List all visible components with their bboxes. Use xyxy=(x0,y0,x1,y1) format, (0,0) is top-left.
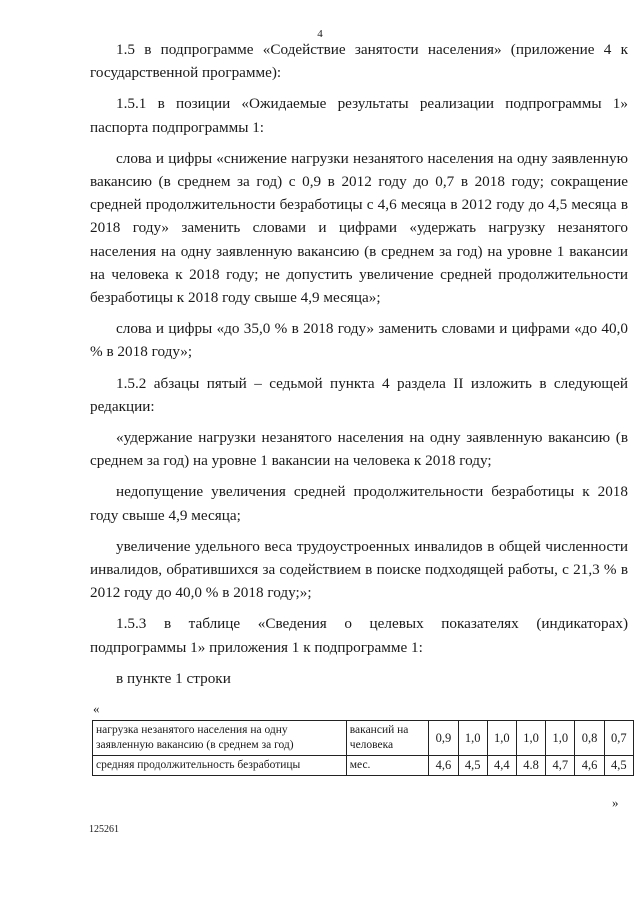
indicator-value: 1,0 xyxy=(516,721,545,756)
document-body xyxy=(90,38,628,698)
paragraph: в пункте 1 строки xyxy=(116,669,231,687)
paragraph: 1.5 в подпрограмме «Содействие занятости населения» (приложение 4 к государственной программе): xyxy=(90,41,628,82)
paragraph: слова и цифры «снижение нагрузки незанятого населения на одну заявленную вакансию (в среднем за год) с 0,9 в 2012 году до 0,7 в 2018 году; сокращение средней продолжительности безработицы с 4,6 месяца в 2012 году до 4,5 месяца в 2018 году» заменить словами и цифрами «удержать нагрузку незанятого населения на одну заявленную вакансию (в среднем за год) на уровне 1 вакансии на человека к 2018 году; не допустить увеличение средней продолжительности безработицы к 2018 году свыше 4,9 месяца»; xyxy=(90,149,628,307)
indicator-value: 4,6 xyxy=(575,756,604,776)
indicator-value: 4,5 xyxy=(458,756,487,776)
paragraph: 1.5.2 абзацы пятый – седьмой пункта 4 раздела II изложить в следующей редакции: xyxy=(90,374,628,415)
paragraph: «удержание нагрузки незанятого населения на одну заявленную вакансию (в среднем за год) на уровне 1 вакансии на человека к 2018 году; xyxy=(90,429,628,470)
indicator-name: средняя продолжительность безработицы xyxy=(93,756,347,776)
indicator-name: нагрузка незанятого населения на одну заявленную вакансию (в среднем за год) xyxy=(93,721,347,756)
indicator-value: 4,5 xyxy=(604,756,633,776)
indicator-value: 1,0 xyxy=(458,721,487,756)
quote-close: » xyxy=(612,795,619,810)
indicator-value: 4,4 xyxy=(487,756,516,776)
table-row xyxy=(93,721,634,756)
paragraph: недопущение увеличения средней продолжительности безработицы к 2018 году свыше 4,9 месяца; xyxy=(90,483,628,524)
indicator-unit: мес. xyxy=(346,756,429,776)
indicator-value: 0,9 xyxy=(429,721,458,756)
quote-open: « xyxy=(93,701,100,716)
indicator-value: 1,0 xyxy=(487,721,516,756)
indicator-value: 4,6 xyxy=(429,756,458,776)
indicator-value: 4,7 xyxy=(546,756,575,776)
document-id: 125261 xyxy=(89,824,119,835)
paragraph: слова и цифры «до 35,0 % в 2018 году» заменить словами и цифрами «до 40,0 % в 2018 году»; xyxy=(90,320,628,361)
indicator-table xyxy=(92,720,634,776)
indicator-value: 0,7 xyxy=(604,721,633,756)
paragraph: увеличение удельного веса трудоустроенных инвалидов в общей численности инвалидов, обратившихся за содействием в поиске подходящей работы, с 21,3 % в 2012 году до 40,0 % в 2018 году;»; xyxy=(90,537,628,602)
indicator-value: 4.8 xyxy=(516,756,545,776)
paragraph: 1.5.3 в таблице «Сведения о целевых показателях (индикаторах) подпрограммы 1» приложения 1 к подпрограмме 1: xyxy=(90,615,628,656)
page-number: 4 xyxy=(317,28,323,40)
indicator-unit: вакансий на человека xyxy=(346,721,429,756)
indicator-value: 0,8 xyxy=(575,721,604,756)
paragraph: 1.5.1 в позиции «Ожидаемые результаты реализации подпрограммы 1» паспорта подпрограммы 1: xyxy=(90,95,628,136)
indicator-value: 1,0 xyxy=(546,721,575,756)
table-row xyxy=(93,756,634,776)
